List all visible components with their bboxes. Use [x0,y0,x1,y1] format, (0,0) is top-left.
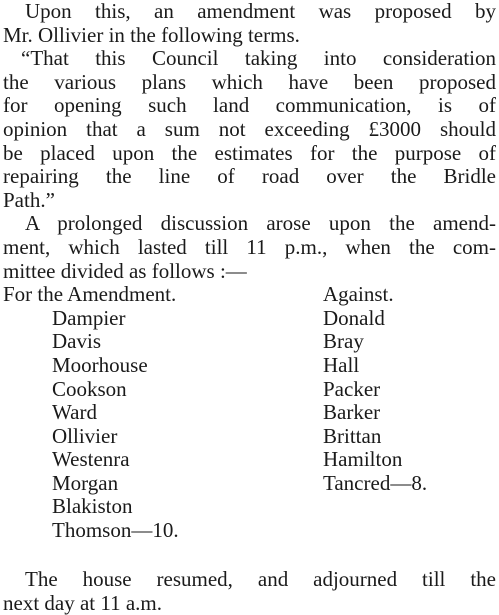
text-line: opinion that a sum not exceeding £3000 should [3,116,496,141]
against-column [321,283,427,495]
member-name: Hamilton [323,447,403,472]
text-line: next day at 11 a.m. [3,590,163,615]
member-name: Bray [323,329,364,354]
text-line: mittee divided as follows :— [3,258,247,283]
against-heading: Against. [323,282,394,307]
member-name: Packer [323,376,381,401]
text-line: A prolonged discussion arose upon the amend- [25,211,496,236]
member-name: Dampier [52,305,126,330]
text-line: be placed upon the estimates for the purpose of [3,140,496,165]
member-name: Ward [52,400,97,425]
for-amendment-column [3,283,179,543]
text-line: Path.” [3,187,55,212]
member-name: Barker [323,400,381,425]
closing-paragraph [3,568,496,615]
member-name: Westenra [52,447,130,472]
text-line: Upon this, an amendment was proposed by [25,0,496,23]
text-line: ment, which lasted till 11 p.m., when the com- [3,234,496,259]
text-line: The house resumed, and adjourned till the [25,567,496,592]
member-name: Hall [323,352,360,377]
member-name: Davis [52,329,101,354]
member-name-total: Tancred—8. [323,470,428,495]
member-name: Brittan [323,423,382,448]
text-line: Mr. Ollivier in the following terms. [3,22,300,47]
for-amendment-heading: For the Amendment. [3,282,177,307]
text-line: the various plans which have been proposed [3,69,496,94]
member-name: Blakiston [52,494,133,519]
text-line: repairing the line of road over the Bridle [3,164,496,189]
member-name: Moorhouse [52,352,148,377]
member-name-total: Thomson—10. [52,518,179,543]
document-page [3,0,496,615]
text-line: for opening such land communication, is of [3,93,496,118]
member-name: Morgan [52,470,119,495]
member-name: Cookson [52,376,127,401]
text-line: “That this Council taking into consideration [21,46,496,71]
member-name: Donald [323,305,385,330]
resolution-paragraph [3,47,496,212]
member-name: Ollivier [52,423,118,448]
division-list [3,283,496,565]
amendment-intro-paragraph [3,0,496,47]
discussion-paragraph [3,212,496,283]
